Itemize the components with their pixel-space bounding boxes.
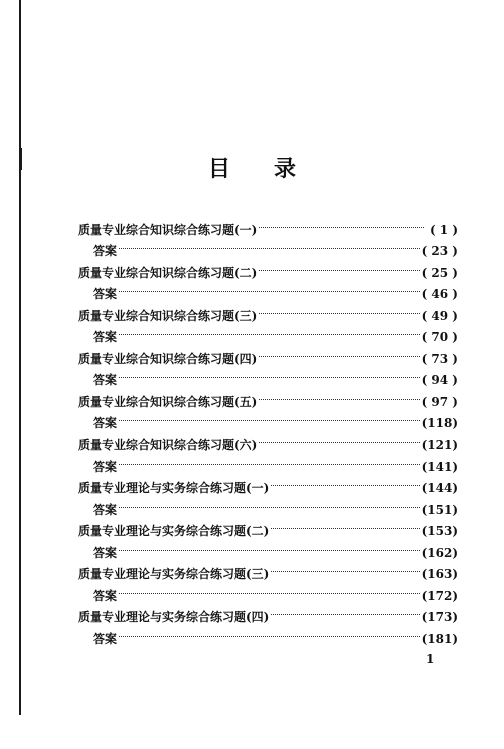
toc-page-number: ( 73 ) <box>421 351 458 366</box>
toc-answer-row <box>78 277 458 302</box>
toc-answer-row <box>78 535 458 560</box>
toc-page-number: (153) <box>421 524 458 539</box>
toc-answer-row <box>78 492 458 517</box>
table-of-contents <box>78 212 458 646</box>
toc-entry-row <box>78 427 458 453</box>
toc-page-number: (118) <box>421 416 458 431</box>
toc-entry-label: 质量专业理论与实务综合练习题(四) <box>78 610 270 625</box>
toc-entry-row <box>78 514 458 539</box>
toc-entry-label: 质量专业综合知识综合练习题(六) <box>78 438 258 453</box>
toc-answer-row <box>78 578 458 603</box>
toc-page-number: (173) <box>421 610 458 625</box>
toc-answer-row <box>78 234 458 259</box>
toc-page-number: (121) <box>421 438 458 453</box>
dot-leader <box>271 471 419 493</box>
toc-answer-row <box>78 320 458 345</box>
dot-leader <box>119 234 420 256</box>
dot-leader <box>259 384 419 406</box>
dot-leader <box>119 277 420 299</box>
toc-entry-label: 质量专业综合知识综合练习题(五) <box>78 394 258 409</box>
page-number: 1 <box>426 652 435 666</box>
dot-leader <box>259 427 419 449</box>
toc-entry-label: 答案 <box>93 416 118 431</box>
dot-leader <box>119 535 420 557</box>
dot-leader <box>271 557 419 579</box>
toc-page-number: ( 94 ) <box>421 373 458 388</box>
dot-leader <box>119 406 420 428</box>
toc-entry-label: 质量专业综合知识综合练习题(二) <box>78 265 258 280</box>
dot-leader <box>119 621 420 643</box>
toc-entry-label: 质量专业理论与实务综合练习题(二) <box>78 524 270 539</box>
binding-edge-line <box>19 0 21 715</box>
toc-entry-label: 质量专业理论与实务综合练习题(一) <box>78 481 270 496</box>
toc-entry-label: 质量专业综合知识综合练习题(一) <box>78 222 258 237</box>
title-char-2: 录 <box>274 156 297 182</box>
toc-entry-label: 质量专业综合知识综合练习题(三) <box>78 308 258 323</box>
toc-page-number: ( 70 ) <box>421 330 458 345</box>
toc-entry-label: 答案 <box>93 244 118 259</box>
toc-page-number: ( 97 ) <box>421 394 458 409</box>
toc-entry-label: 质量专业理论与实务综合练习题(三) <box>78 567 270 582</box>
toc-entry-row <box>78 341 458 366</box>
toc-page-number: (162) <box>421 545 458 560</box>
toc-page-number: (144) <box>421 481 458 496</box>
toc-page-number: (163) <box>421 567 458 582</box>
dot-leader <box>119 363 420 385</box>
toc-answer-row <box>78 621 458 646</box>
page-title <box>0 152 504 183</box>
toc-entry-label: 答案 <box>93 330 118 345</box>
toc-page-number: ( 49 ) <box>421 308 458 323</box>
toc-page-number: (141) <box>421 459 458 474</box>
toc-entry-row <box>78 298 458 323</box>
toc-answer-row <box>78 406 458 431</box>
toc-answer-row <box>78 363 458 388</box>
toc-entry-row <box>78 212 458 237</box>
toc-entry-row <box>78 471 458 496</box>
toc-entry-label: 答案 <box>93 545 118 560</box>
dot-leader <box>119 320 420 342</box>
toc-entry-row <box>78 384 458 409</box>
toc-entry-label: 答案 <box>93 373 118 388</box>
toc-entry-label: 答案 <box>93 502 118 517</box>
toc-page-number: (172) <box>421 588 458 603</box>
dot-leader <box>259 255 419 277</box>
dot-leader <box>119 449 420 471</box>
toc-entry-label: 答案 <box>93 459 118 474</box>
toc-entry-row <box>78 255 458 280</box>
dot-leader <box>271 600 419 622</box>
toc-entry-label: 答案 <box>93 287 118 302</box>
dot-leader <box>119 578 420 600</box>
toc-entry-label: 答案 <box>93 631 118 646</box>
toc-entry-row <box>78 557 458 582</box>
dot-leader <box>119 492 420 514</box>
title-char-1: 目 <box>207 156 230 182</box>
toc-page-number: ( 23 ) <box>421 244 458 259</box>
dot-leader <box>259 298 419 320</box>
toc-page-number: ( 25 ) <box>421 265 458 280</box>
toc-entry-label: 答案 <box>93 588 118 603</box>
dot-leader <box>259 341 419 363</box>
toc-page-number: (181) <box>421 631 458 646</box>
dot-leader <box>271 514 419 536</box>
dot-leader <box>259 212 424 234</box>
toc-page-number: (151) <box>421 502 458 517</box>
toc-entry-row <box>78 600 458 625</box>
toc-page-number: ( 46 ) <box>421 287 458 302</box>
toc-answer-row <box>78 449 458 474</box>
toc-page-number: ( 1 ) <box>429 222 458 237</box>
toc-entry-label: 质量专业综合知识综合练习题(四) <box>78 351 258 366</box>
